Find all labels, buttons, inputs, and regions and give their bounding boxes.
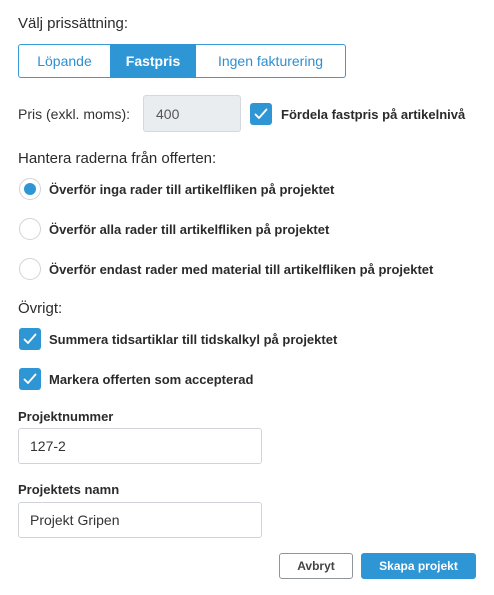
radio-material-rows[interactable] [19, 258, 41, 280]
tab-ingen-fakturering[interactable]: Ingen fakturering [196, 44, 346, 78]
rows-title: Hantera raderna från offerten: [18, 150, 217, 167]
project-number-input[interactable]: 127-2 [18, 428, 262, 464]
checkmark-icon [254, 108, 268, 120]
option-material-rows-label: Överför endast rader med material till artikelfliken på projektet [49, 262, 434, 277]
option-all-rows-label: Överför alla rader till artikelfliken på projektet [49, 222, 330, 237]
pricing-title: Välj prissättning: [18, 15, 129, 32]
pricing-segmented-control [18, 44, 346, 78]
sum-time-checkbox[interactable] [19, 328, 41, 350]
project-name-label: Projektets namn [18, 482, 120, 497]
project-number-label: Projektnummer [18, 409, 114, 424]
radio-all-rows[interactable] [19, 218, 41, 240]
radio-no-rows[interactable] [19, 178, 41, 200]
distribute-label: Fördela fastpris på artikelnivå [281, 107, 466, 122]
cancel-button[interactable]: Avbryt [279, 553, 353, 579]
tab-fastpris[interactable]: Fastpris [110, 44, 196, 78]
price-input[interactable]: 400 [143, 95, 241, 132]
price-label: Pris (exkl. moms): [18, 106, 130, 122]
tab-lopande[interactable]: Löpande [18, 44, 110, 78]
sum-time-label: Summera tidsartiklar till tidskalkyl på projektet [49, 332, 338, 347]
option-no-rows-label: Överför inga rader till artikelfliken på projektet [49, 182, 335, 197]
checkmark-icon [23, 333, 37, 345]
create-project-button[interactable]: Skapa projekt [361, 553, 476, 579]
mark-accepted-label: Markera offerten som accepterad [49, 372, 254, 387]
checkmark-icon [23, 373, 37, 385]
mark-accepted-checkbox[interactable] [19, 368, 41, 390]
other-title: Övrigt: [18, 300, 63, 317]
distribute-checkbox[interactable] [250, 103, 272, 125]
radio-selected-dot [24, 183, 36, 195]
project-name-input[interactable]: Projekt Gripen [18, 502, 262, 538]
